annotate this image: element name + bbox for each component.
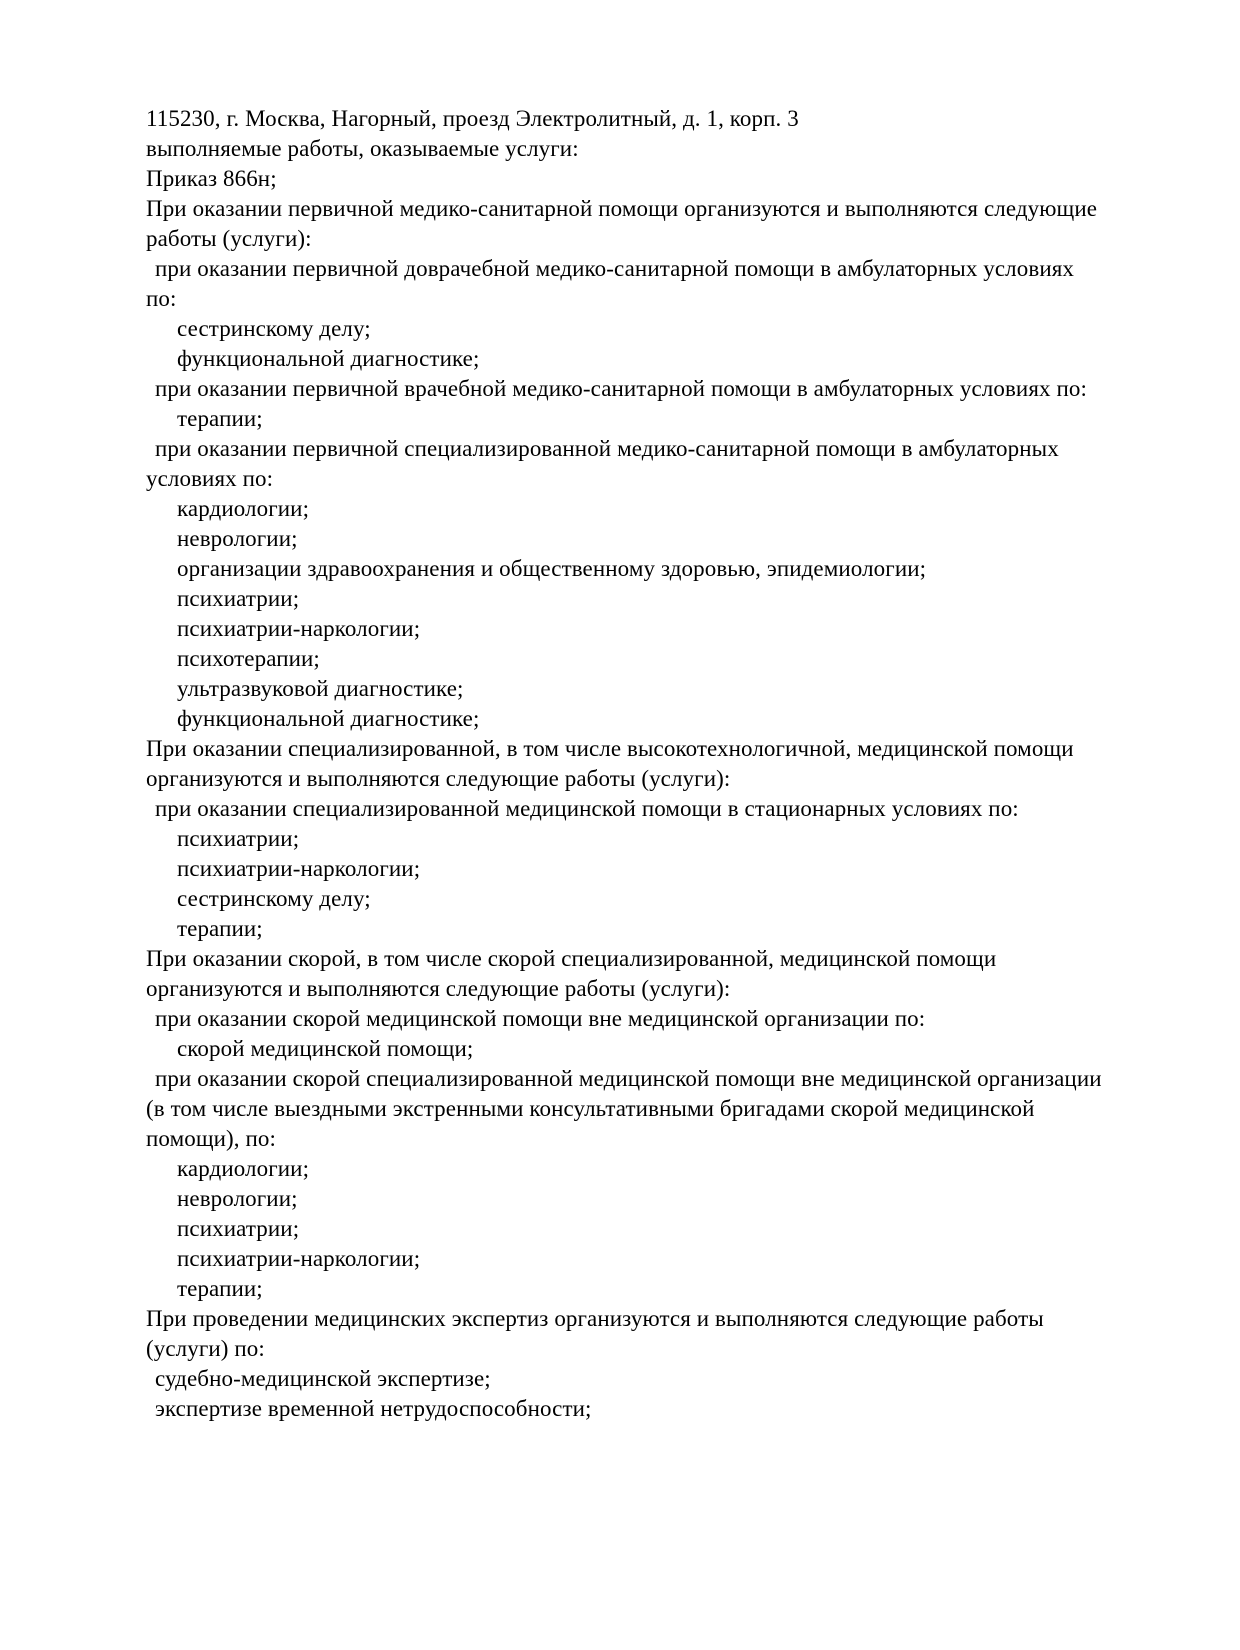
text-line: при оказании специализированной медицинской помощи в стационарных условиях по:: [155, 796, 1019, 821]
text-line: 115230, г. Москва, Нагорный, проезд Электролитный, д. 1, корп. 3: [146, 106, 799, 131]
text-line: терапии;: [177, 916, 263, 941]
text-line: условиях по:: [146, 466, 274, 491]
text-line: психотерапии;: [177, 646, 320, 671]
text-line: ультразвуковой диагностике;: [177, 676, 464, 701]
text-line: Приказ 866н;: [146, 166, 277, 191]
text-line: психиатрии;: [177, 586, 300, 611]
license-works-text-block: [146, 104, 1236, 1424]
text-line: неврологии;: [177, 526, 298, 551]
text-line: (в том числе выездными экстренными консультативными бригадами скорой медицинской: [146, 1096, 1035, 1121]
text-line: при оказании первичной врачебной медико-санитарной помощи в амбулаторных условиях по:: [155, 376, 1087, 401]
text-line: скорой медицинской помощи;: [177, 1036, 474, 1061]
text-line: терапии;: [177, 1276, 263, 1301]
text-line: психиатрии;: [177, 1216, 300, 1241]
text-line: терапии;: [177, 406, 263, 431]
text-line: организации здравоохранения и общественному здоровью, эпидемиологии;: [177, 556, 927, 581]
text-line: кардиологии;: [177, 1156, 310, 1181]
text-line: организуются и выполняются следующие работы (услуги):: [146, 976, 731, 1001]
text-line: (услуги) по:: [146, 1336, 265, 1361]
text-line: при оказании первичной доврачебной медико-санитарной помощи в амбулаторных условиях: [155, 256, 1075, 281]
text-line: сестринскому делу;: [177, 886, 371, 911]
text-line: кардиологии;: [177, 496, 310, 521]
text-line: при оказании скорой медицинской помощи вне медицинской организации по:: [155, 1006, 926, 1031]
text-line: психиатрии-наркологии;: [177, 616, 421, 641]
text-line: сестринскому делу;: [177, 316, 371, 341]
text-line: неврологии;: [177, 1186, 298, 1211]
text-line: психиатрии;: [177, 826, 300, 851]
text-line: функциональной диагностике;: [177, 346, 480, 371]
text-line: При проведении медицинских экспертиз организуются и выполняются следующие работы: [146, 1306, 1044, 1331]
text-line: помощи), по:: [146, 1126, 277, 1151]
text-line: при оказании скорой специализированной медицинской помощи вне медицинской организации: [155, 1066, 1102, 1091]
text-line: при оказании первичной специализированной медико-санитарной помощи в амбулаторных: [155, 436, 1059, 461]
text-line: выполняемые работы, оказываемые услуги:: [146, 136, 579, 161]
text-line: работы (услуги):: [146, 226, 312, 251]
text-line: При оказании скорой, в том числе скорой специализированной, медицинской помощи: [146, 946, 997, 971]
text-line: по:: [146, 286, 177, 311]
text-line: организуются и выполняются следующие работы (услуги):: [146, 766, 731, 791]
text-line: экспертизе временной нетрудоспособности;: [155, 1396, 592, 1421]
text-line: При оказании специализированной, в том числе высокотехнологичной, медицинской помощи: [146, 736, 1074, 761]
text-line: психиатрии-наркологии;: [177, 1246, 421, 1271]
text-line: судебно-медицинской экспертизе;: [155, 1366, 491, 1391]
text-line: функциональной диагностике;: [177, 706, 480, 731]
text-line: При оказании первичной медико-санитарной помощи организуются и выполняются следующие: [146, 196, 1098, 221]
text-line: психиатрии-наркологии;: [177, 856, 421, 881]
